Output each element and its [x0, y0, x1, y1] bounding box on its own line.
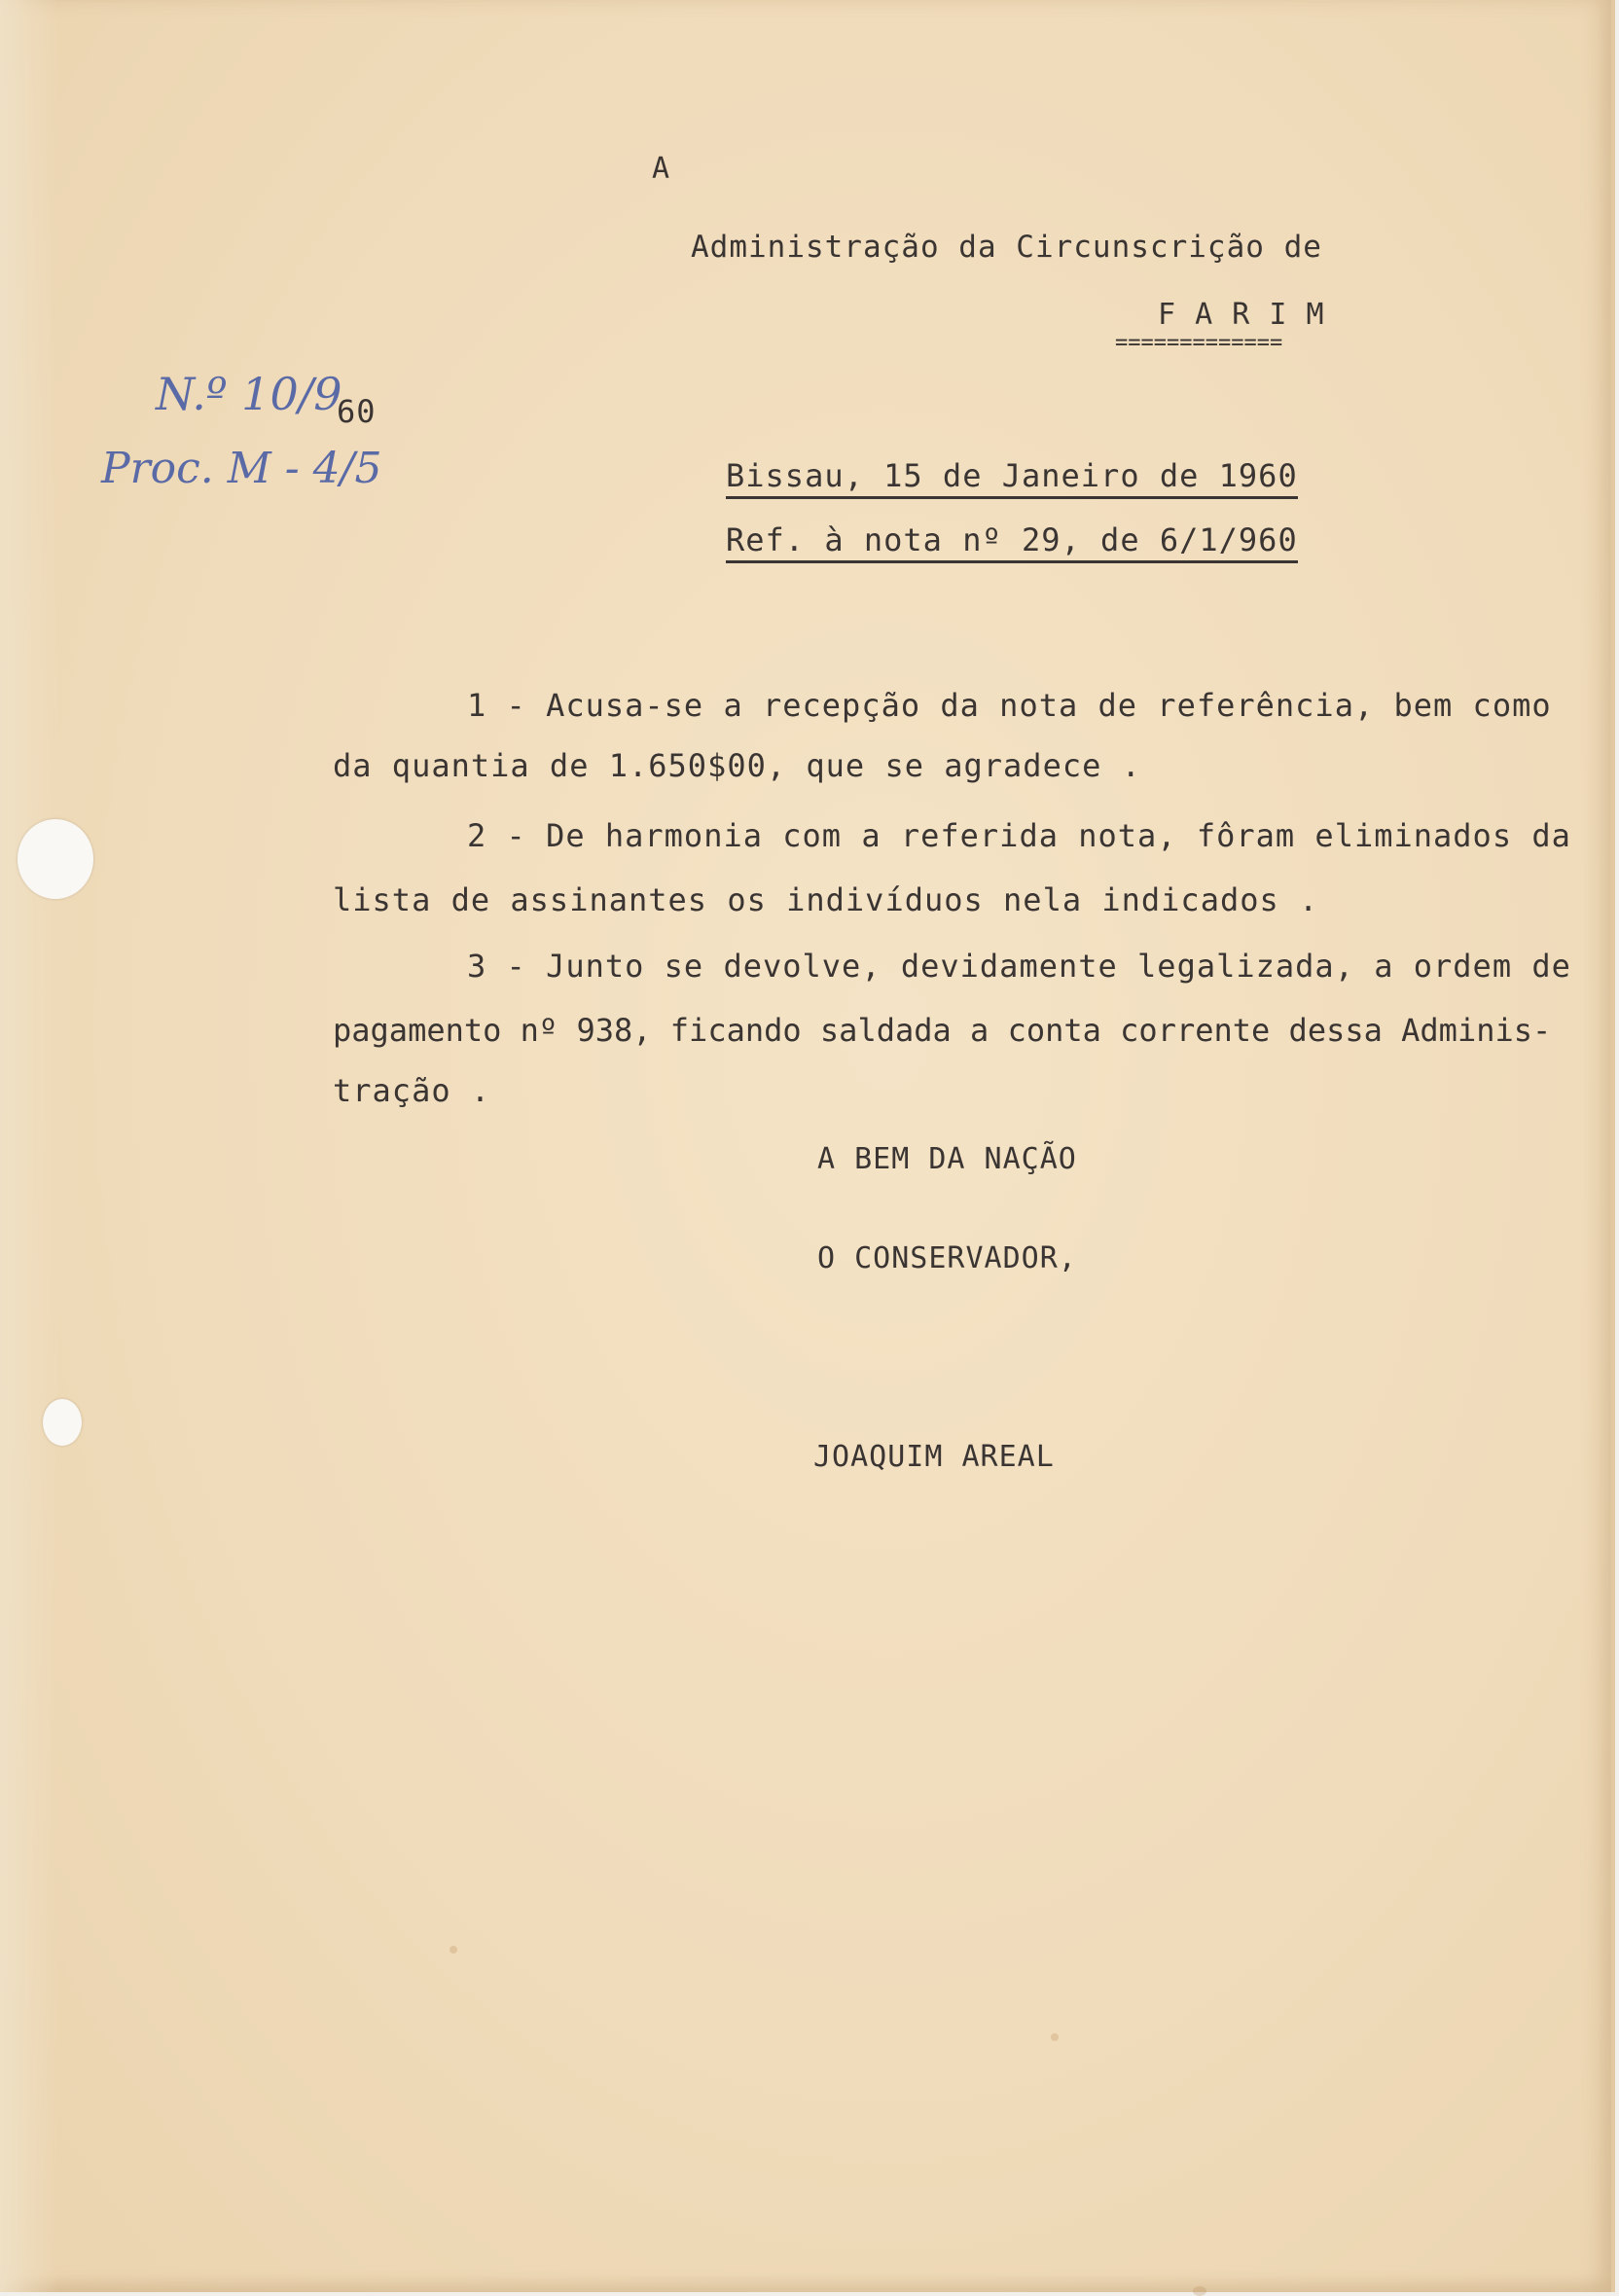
signatory-title: O CONSERVADOR, — [817, 1241, 1077, 1275]
handwritten-process: Proc. M - 4/5 — [101, 444, 382, 493]
year-suffix: 60 — [337, 393, 377, 430]
addressee-line: Administração da Circunscrição de — [691, 230, 1322, 265]
date-line: Bissau, 15 de Janeiro de 1960 — [726, 457, 1298, 499]
signatory-name: JOAQUIM AREAL — [813, 1440, 1055, 1474]
place-name: F A R I M — [1158, 298, 1325, 332]
punch-hole-top — [18, 819, 93, 899]
stain-spot — [450, 1946, 457, 1954]
stain-spot — [1193, 2286, 1206, 2296]
paragraph-3-line-1: 3 - Junto se devolve, devidamente legalizada, a ordem de — [467, 948, 1571, 985]
reference-line: Ref. à nota nº 29, de 6/1/960 — [726, 521, 1298, 563]
paper-edge-shade — [0, 0, 58, 2292]
paragraph-3-line-3: tração . — [333, 1072, 491, 1109]
place-rule: ============= — [1115, 331, 1283, 355]
closing-salutation: A BEM DA NAÇÃO — [817, 1142, 1077, 1176]
paragraph-3-line-2: pagamento nº 938, ficando saldada a conta corrente dessa Adminis- — [333, 1012, 1552, 1049]
handwritten-number-text: N.º 10/9 — [156, 368, 342, 420]
stain-spot — [1051, 2033, 1059, 2041]
paragraph-1-line-2: da quantia de 1.650$00, que se agradece . — [333, 747, 1141, 784]
header-mark: A — [652, 152, 671, 186]
paragraph-2-line-1: 2 - De harmonia com a referida nota, fôram eliminados da — [467, 817, 1571, 854]
handwritten-number — [156, 368, 342, 420]
paragraph-2-line-2: lista de assinantes os indivíduos nela indicados . — [333, 881, 1319, 918]
paragraph-1-line-1: 1 - Acusa-se a recepção da nota de referência, bem como — [467, 687, 1552, 724]
punch-hole-bottom — [43, 1399, 82, 1446]
